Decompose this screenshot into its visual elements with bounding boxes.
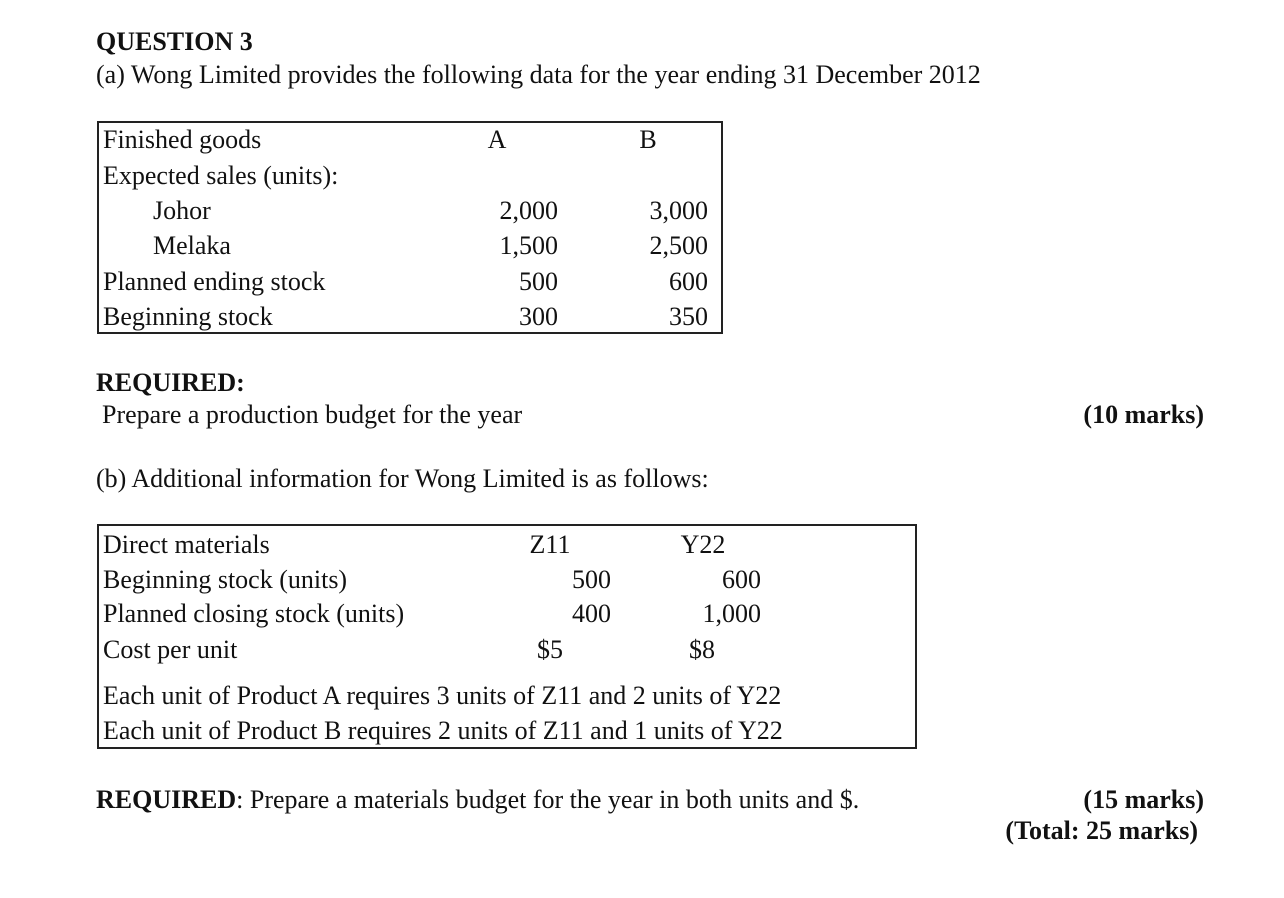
table-cell-b: 3,000	[649, 196, 708, 225]
table-cell-a: 300	[519, 302, 558, 331]
table-note: Each unit of Product A requires 3 units of Z11 and 2 units of Y22	[103, 681, 782, 710]
table-cell-y22: $8	[689, 635, 715, 664]
question-title: QUESTION 3	[96, 27, 253, 56]
table-row-label: Expected sales (units):	[103, 161, 339, 190]
table-cell-z11: 400	[572, 599, 611, 628]
table-cell-b: 600	[669, 267, 708, 296]
table-cell-y22: 1,000	[702, 599, 761, 628]
marks-b: (15 marks)	[1083, 785, 1204, 814]
table-cell-a: 500	[519, 267, 558, 296]
table-cell-a: 2,000	[499, 196, 558, 225]
required-line-b	[96, 785, 859, 815]
required-text-a: Prepare a production budget for the year	[102, 400, 523, 429]
table-row-label: Beginning stock (units)	[103, 565, 348, 594]
column-header-z11: Z11	[529, 530, 571, 559]
table-cell-z11: $5	[537, 635, 563, 664]
part-a-intro: (a) Wong Limited provides the following data for the year ending 31 December 2012	[96, 60, 981, 89]
table-row-label: Planned closing stock (units)	[103, 599, 405, 628]
table-cell-y22: 600	[722, 565, 761, 594]
table-row-label: Beginning stock	[103, 302, 273, 331]
table-cell-z11: 500	[572, 565, 611, 594]
table-row-label: Planned ending stock	[103, 267, 326, 296]
required-heading-b: REQUIRED	[96, 785, 237, 814]
table-row-label: Melaka	[153, 231, 231, 260]
table-cell-b: 2,500	[649, 231, 708, 260]
required-heading-a: REQUIRED:	[96, 368, 245, 397]
table-row-label: Cost per unit	[103, 635, 238, 664]
table-cell-b: 350	[669, 302, 708, 331]
table-header-label: Direct materials	[103, 530, 270, 559]
marks-a: (10 marks)	[1083, 400, 1204, 429]
table-header-label: Finished goods	[103, 125, 262, 154]
column-header-b: B	[639, 125, 657, 154]
table-row-label: Johor	[153, 196, 211, 225]
required-text-b: : Prepare a materials budget for the year in both units and $.	[236, 785, 860, 814]
column-header-a: A	[487, 125, 507, 154]
table-cell-a: 1,500	[499, 231, 558, 260]
table-note: Each unit of Product B requires 2 units of Z11 and 1 units of Y22	[103, 716, 783, 745]
total-marks: (Total: 25 marks)	[1005, 816, 1198, 845]
column-header-y22: Y22	[680, 530, 726, 559]
part-b-intro: (b) Additional information for Wong Limited is as follows:	[96, 464, 709, 493]
